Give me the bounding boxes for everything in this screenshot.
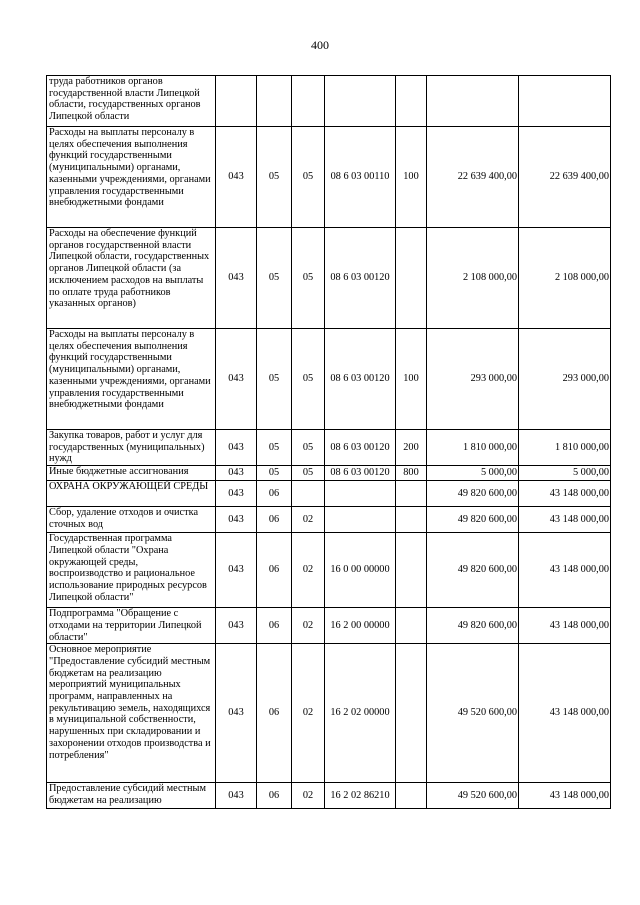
cell-sum-year-1: 22 639 400,00 [427, 127, 519, 228]
cell-sum-year-2: 43 148 000,00 [519, 783, 611, 809]
cell-expense-type [396, 533, 427, 608]
cell-expense-type [396, 783, 427, 809]
cell-section: 05 [257, 127, 292, 228]
cell-expense-type: 200 [396, 430, 427, 466]
cell-target-article [325, 481, 396, 507]
cell-section: 06 [257, 783, 292, 809]
cell-name: Основное мероприятие "Предоставление субсидий местным бюджетам на реализацию мероприятий муниципальных программ, направленных на рекультивацию земель, находящихся в муниципальной собственности, нарушенных при складировании и захоронении отходов производства и потребления" [47, 644, 216, 783]
cell-subsection: 02 [292, 608, 325, 644]
cell-ministry: 043 [216, 481, 257, 507]
page-number: 400 [311, 38, 329, 52]
cell-sum-year-2: 2 108 000,00 [519, 228, 611, 329]
cell-name: ОХРАНА ОКРУЖАЮЩЕЙ СРЕДЫ [47, 481, 216, 507]
cell-ministry: 043 [216, 507, 257, 533]
cell-ministry: 043 [216, 127, 257, 228]
cell-subsection [292, 481, 325, 507]
cell-sum-year-1 [427, 76, 519, 127]
cell-sum-year-2 [519, 76, 611, 127]
cell-target-article [325, 76, 396, 127]
cell-sum-year-1: 49 820 600,00 [427, 507, 519, 533]
cell-name: Расходы на выплаты персоналу в целях обеспечения выполнения функций государственными (муниципальными) органами, казенными учреждениями, органами управления государственными внебюджетными фондами [47, 127, 216, 228]
table-row [47, 481, 611, 507]
cell-expense-type: 100 [396, 127, 427, 228]
cell-expense-type [396, 228, 427, 329]
cell-target-article: 16 2 00 00000 [325, 608, 396, 644]
cell-sum-year-1: 2 108 000,00 [427, 228, 519, 329]
cell-ministry: 043 [216, 466, 257, 481]
cell-ministry: 043 [216, 430, 257, 466]
cell-name: Сбор, удаление отходов и очистка сточных вод [47, 507, 216, 533]
table-row [47, 76, 611, 127]
table-row [47, 507, 611, 533]
cell-sum-year-2: 43 148 000,00 [519, 533, 611, 608]
cell-expense-type: 800 [396, 466, 427, 481]
cell-target-article: 08 6 03 00120 [325, 329, 396, 430]
cell-section: 06 [257, 507, 292, 533]
cell-sum-year-2: 43 148 000,00 [519, 644, 611, 783]
cell-sum-year-2: 5 000,00 [519, 466, 611, 481]
cell-subsection: 05 [292, 228, 325, 329]
cell-ministry: 043 [216, 644, 257, 783]
cell-subsection [292, 76, 325, 127]
cell-name: труда работников органов государственной власти Липецкой области, государственных органов Липецкой области [47, 76, 216, 127]
cell-subsection: 05 [292, 127, 325, 228]
cell-sum-year-1: 49 520 600,00 [427, 783, 519, 809]
cell-sum-year-1: 1 810 000,00 [427, 430, 519, 466]
table-row [47, 430, 611, 466]
cell-target-article: 08 6 03 00110 [325, 127, 396, 228]
table-row [47, 466, 611, 481]
cell-ministry: 043 [216, 329, 257, 430]
cell-target-article: 08 6 03 00120 [325, 430, 396, 466]
budget-table [46, 75, 611, 809]
cell-target-article: 16 2 02 00000 [325, 644, 396, 783]
table-body [47, 76, 611, 809]
cell-name: Расходы на выплаты персоналу в целях обеспечения выполнения функций государственными (муниципальными) органами, казенными учреждениями, органами управления государственными внебюджетными фондами [47, 329, 216, 430]
cell-name: Подпрограмма "Обращение с отходами на территории Липецкой области" [47, 608, 216, 644]
cell-ministry: 043 [216, 608, 257, 644]
cell-sum-year-2: 43 148 000,00 [519, 481, 611, 507]
cell-expense-type [396, 644, 427, 783]
cell-target-article [325, 507, 396, 533]
cell-section: 06 [257, 481, 292, 507]
cell-target-article: 08 6 03 00120 [325, 466, 396, 481]
cell-expense-type [396, 76, 427, 127]
cell-target-article: 16 2 02 86210 [325, 783, 396, 809]
cell-section: 06 [257, 533, 292, 608]
cell-subsection: 02 [292, 507, 325, 533]
table-row [47, 783, 611, 809]
cell-subsection: 02 [292, 533, 325, 608]
table-row [47, 127, 611, 228]
cell-ministry: 043 [216, 228, 257, 329]
cell-ministry: 043 [216, 533, 257, 608]
cell-name: Закупка товаров, работ и услуг для государственных (муниципальных) нужд [47, 430, 216, 466]
cell-sum-year-1: 293 000,00 [427, 329, 519, 430]
cell-subsection: 05 [292, 329, 325, 430]
cell-sum-year-2: 293 000,00 [519, 329, 611, 430]
cell-sum-year-2: 43 148 000,00 [519, 507, 611, 533]
cell-ministry [216, 76, 257, 127]
cell-expense-type [396, 608, 427, 644]
cell-sum-year-1: 5 000,00 [427, 466, 519, 481]
cell-name: Государственная программа Липецкой области "Охрана окружающей среды, воспроизводство и рациональное использование природных ресурсов Липецкой области" [47, 533, 216, 608]
cell-section: 06 [257, 644, 292, 783]
cell-name: Иные бюджетные ассигнования [47, 466, 216, 481]
cell-subsection: 02 [292, 644, 325, 783]
cell-ministry: 043 [216, 783, 257, 809]
cell-section: 05 [257, 329, 292, 430]
table-row [47, 644, 611, 783]
cell-section: 05 [257, 228, 292, 329]
cell-sum-year-2: 43 148 000,00 [519, 608, 611, 644]
cell-subsection: 05 [292, 430, 325, 466]
table-row [47, 329, 611, 430]
cell-section: 06 [257, 608, 292, 644]
table-row [47, 608, 611, 644]
table-row [47, 533, 611, 608]
cell-sum-year-1: 49 520 600,00 [427, 644, 519, 783]
cell-target-article: 08 6 03 00120 [325, 228, 396, 329]
cell-section: 05 [257, 466, 292, 481]
cell-sum-year-1: 49 820 600,00 [427, 533, 519, 608]
cell-sum-year-2: 1 810 000,00 [519, 430, 611, 466]
cell-expense-type [396, 507, 427, 533]
cell-name: Предоставление субсидий местным бюджетам на реализацию [47, 783, 216, 809]
cell-expense-type [396, 481, 427, 507]
cell-expense-type: 100 [396, 329, 427, 430]
cell-section: 05 [257, 430, 292, 466]
cell-section [257, 76, 292, 127]
cell-target-article: 16 0 00 00000 [325, 533, 396, 608]
cell-name: Расходы на обеспечение функций органов государственной власти Липецкой области, государственных органов Липецкой области (за исключением расходов на выплаты по оплате труда работников указанных органов) [47, 228, 216, 329]
cell-sum-year-2: 22 639 400,00 [519, 127, 611, 228]
table-row [47, 228, 611, 329]
cell-sum-year-1: 49 820 600,00 [427, 481, 519, 507]
cell-subsection: 05 [292, 466, 325, 481]
cell-subsection: 02 [292, 783, 325, 809]
cell-sum-year-1: 49 820 600,00 [427, 608, 519, 644]
